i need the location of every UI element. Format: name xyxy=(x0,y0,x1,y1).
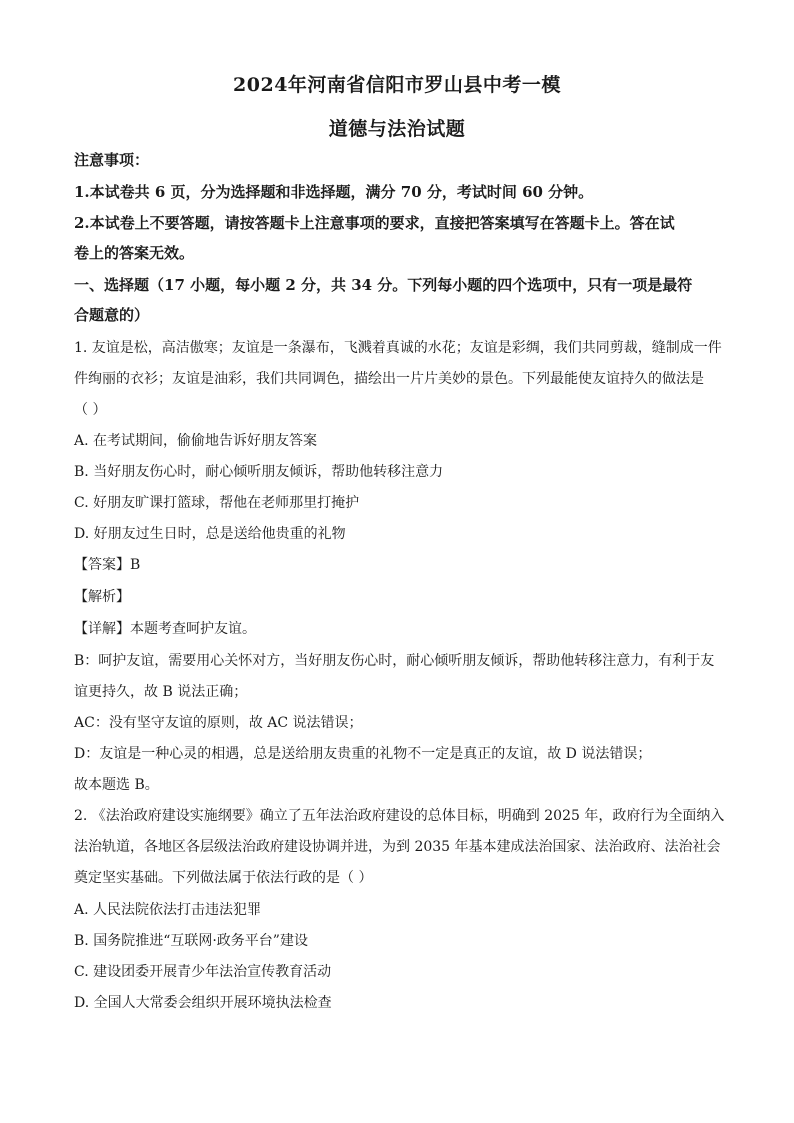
notice-item-2-line-1: 2.本试卷上不要答题，请按答题卡上注意事项的要求，直接把答案填写在答题卡上。答在试 xyxy=(74,214,675,232)
q2-option-b: B. 国务院推进“互联网·政务平台”建设 xyxy=(74,933,308,949)
q2-option-d: D. 全国人大常委会组织开展环境执法检查 xyxy=(74,995,332,1011)
notice-item-2-line-2: 卷上的答案无效。 xyxy=(74,244,195,262)
notice-item-1: 1.本试卷共 6 页，分为选择题和非选择题，满分 70 分，考试时间 60 分钟。 xyxy=(74,183,594,201)
q2-option-c: C. 建设团委开展青少年法治宣传教育活动 xyxy=(74,964,332,980)
q1-option-b: B. 当好朋友伤心时，耐心倾听朋友倾诉，帮助他转移注意力 xyxy=(74,464,444,480)
q2-stem-line-3: 奠定坚实基础。下列做法属于依法行政的是（ ） xyxy=(74,870,373,886)
q1-answer: 【答案】B xyxy=(74,557,141,573)
q1-explanation-b-line-1: B：呵护友谊，需要用心关怀对方，当好朋友伤心时，耐心倾听朋友倾诉，帮助他转移注意力，有利于友 xyxy=(74,653,715,669)
q1-stem-line-1: 1. 友谊是松，高洁傲寒；友谊是一条瀑布，飞溅着真诚的水花；友谊是彩绸，我们共同剪裁，缝制成一件 xyxy=(74,340,722,356)
q1-option-c: C. 好朋友旷课打篮球，帮他在老师那里打掩护 xyxy=(74,495,360,511)
q1-explanation-b-line-2: 谊更持久，故 B 说法正确； xyxy=(74,684,248,700)
section-1-heading-cont: 合题意的） xyxy=(74,306,150,324)
q1-option-d: D. 好朋友过生日时，总是送给他贵重的礼物 xyxy=(74,526,346,542)
q1-stem-line-2: 件绚丽的衣衫；友谊是油彩，我们共同调色，描绘出一片片美妙的景色。下列最能使友谊持久的做法是 xyxy=(74,371,704,387)
q2-stem-line-2: 法治轨道，各地区各层级法治政府建设协调并进，为到 2035 年基本建成法治国家、法治政府、法治社会 xyxy=(74,839,721,855)
q1-stem-line-3: （ ） xyxy=(74,402,107,418)
q1-detail: 【详解】本题考查呵护友谊。 xyxy=(74,621,256,637)
q1-explanation-d: D：友谊是一种心灵的相遇，总是送给朋友贵重的礼物不一定是真正的友谊，故 D 说法错误； xyxy=(74,746,652,762)
q2-stem-line-1: 2. 《法治政府建设实施纲要》确立了五年法治政府建设的总体目标，明确到 2025 年，政府行为全面纳入 xyxy=(74,808,725,824)
exam-title: 2024年河南省信阳市罗山县中考一模 xyxy=(233,74,561,96)
q1-explanation-ac: AC：没有坚守友谊的原则，故 AC 说法错误； xyxy=(74,715,363,731)
q1-analysis-tag: 【解析】 xyxy=(74,589,130,605)
section-1-heading: 一、选择题（17 小题，每小题 2 分，共 34 分。下列每小题的四个选项中，只有一项是最符 xyxy=(74,276,693,294)
q1-option-a: A. 在考试期间，偷偷地告诉好朋友答案 xyxy=(74,433,318,449)
notice-heading: 注意事项： xyxy=(74,151,150,169)
q2-option-a: A. 人民法院依法打击违法犯罪 xyxy=(74,902,262,918)
exam-subtitle: 道德与法治试题 xyxy=(328,118,466,140)
q1-conclusion: 故本题选 B。 xyxy=(74,777,159,793)
